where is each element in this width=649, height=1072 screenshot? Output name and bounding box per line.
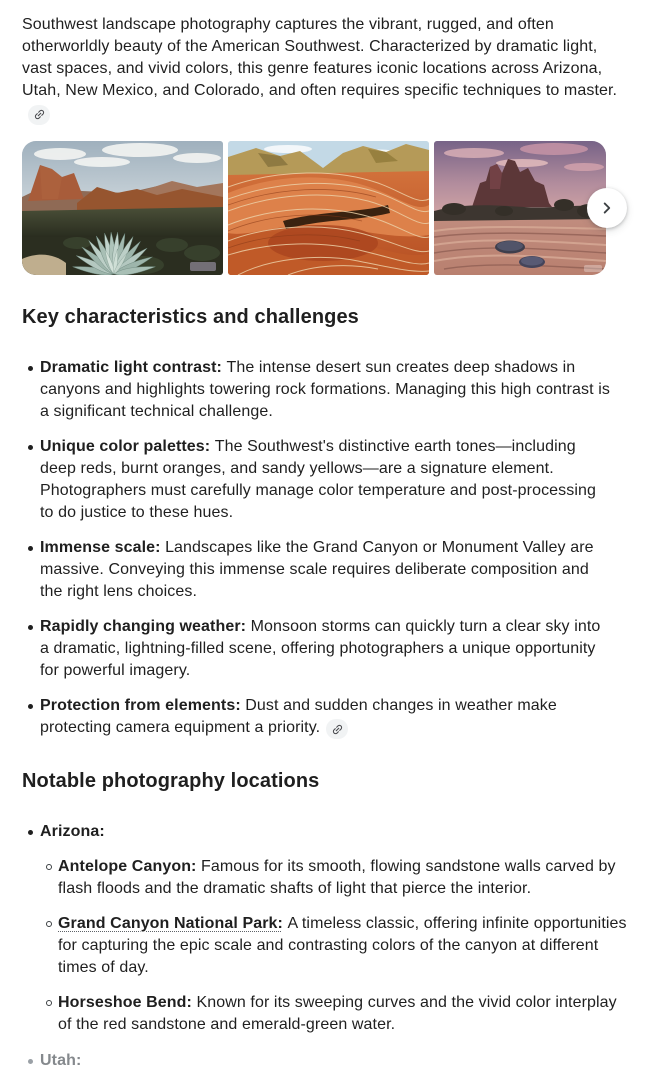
bullet-lead: Antelope Canyon:	[58, 858, 197, 875]
bullet-text: Landscapes like the Grand Canyon or Monument Valley are massive. Conveying this immense scale requires deliberate composition and the right lens choices.	[40, 538, 594, 600]
list-item	[22, 695, 629, 740]
citation-link-icon[interactable]	[326, 719, 348, 739]
watermark	[190, 262, 216, 271]
state-label-utah: Utah:	[40, 1052, 82, 1069]
carousel-image-the-wave[interactable]	[228, 141, 429, 275]
bullet-lead: Dramatic light contrast:	[40, 358, 222, 376]
intro-paragraph	[22, 14, 622, 125]
bullet-text: Famous for its smooth, flowing sandstone walls carved by flash floods and the dramatic shafts of light that pierce the interior.	[58, 858, 616, 897]
characteristics-list	[22, 357, 629, 740]
list-item-arizona	[22, 821, 629, 843]
bullet-text: Monsoon storms can quickly turn a clear sky into a dramatic, lightning-filled scene, offering photographers a unique opportunity for powerful imagery.	[40, 617, 601, 679]
watermark	[584, 265, 602, 272]
list-item	[22, 357, 629, 423]
bullet-dot-icon	[22, 357, 40, 423]
bullet-text: A timeless classic, offering infinite opportunities for capturing the epic scale and contrasting colors of the canyon at different times of day.	[58, 915, 627, 976]
arizona-sublist	[40, 856, 629, 1036]
list-item	[22, 436, 629, 524]
bullet-text: The intense desert sun creates deep shadows in canyons and highlights towering rock formations. Managing this high contrast is a significant technical challenge.	[40, 358, 610, 420]
bullet-text: The Southwest's distinctive earth tones—including deep reds, burnt oranges, and sandy yellows—are a signature element. Photographers must carefully manage color temperature and post-processing to do justice to these hues.	[40, 437, 597, 521]
carousel-image-sunset-rocks[interactable]	[434, 141, 606, 275]
carousel-image-sedona[interactable]	[22, 141, 223, 275]
list-item	[40, 856, 629, 900]
image-carousel	[22, 141, 606, 275]
bullet-dot-icon	[22, 821, 40, 843]
locations-list	[22, 821, 629, 1072]
bullet-dot-icon	[22, 537, 40, 603]
intro-text: Southwest landscape photography captures the vibrant, rugged, and often otherworldly beauty of the American Southwest. Characterized by dramatic light, vast spaces, and vivid colors, this genre features iconic locations across Arizona, Utah, New Mexico, and Colorado, and often requires specific techniques to master.	[22, 16, 618, 99]
bullet-lead: Immense scale:	[40, 538, 161, 556]
grand-canyon-link[interactable]: Grand Canyon National Park:	[58, 915, 283, 932]
list-item	[40, 913, 629, 979]
carousel-next-button[interactable]	[587, 188, 627, 228]
bullet-text: Dust and sudden changes in weather make protecting camera equipment a priority.	[40, 696, 557, 736]
bullet-lead: Protection from elements:	[40, 696, 241, 714]
bullet-lead: Rapidly changing weather:	[40, 617, 247, 635]
bullet-dot-icon	[22, 616, 40, 682]
bullet-dot-icon	[22, 695, 40, 740]
bullet-dot-icon	[22, 1050, 40, 1072]
bullet-circle-icon	[40, 992, 58, 1036]
bullet-text: Known for its sweeping curves and the vivid color interplay of the red sandstone and emerald-green water.	[58, 994, 617, 1033]
bullet-circle-icon	[40, 913, 58, 979]
state-label-arizona: Arizona:	[40, 823, 105, 840]
list-item	[22, 616, 629, 682]
section-heading-characteristics: Key characteristics and challenges	[22, 305, 359, 328]
chevron-right-icon	[597, 198, 617, 218]
list-item	[22, 537, 629, 603]
list-item-utah	[22, 1050, 629, 1072]
bullet-lead: Horseshoe Bend:	[58, 994, 192, 1011]
list-item	[40, 992, 629, 1036]
bullet-dot-icon	[22, 436, 40, 524]
bullet-lead: Unique color palettes:	[40, 437, 211, 455]
bullet-circle-icon	[40, 856, 58, 900]
section-heading-locations: Notable photography locations	[22, 770, 320, 792]
citation-link-icon[interactable]	[28, 105, 50, 125]
